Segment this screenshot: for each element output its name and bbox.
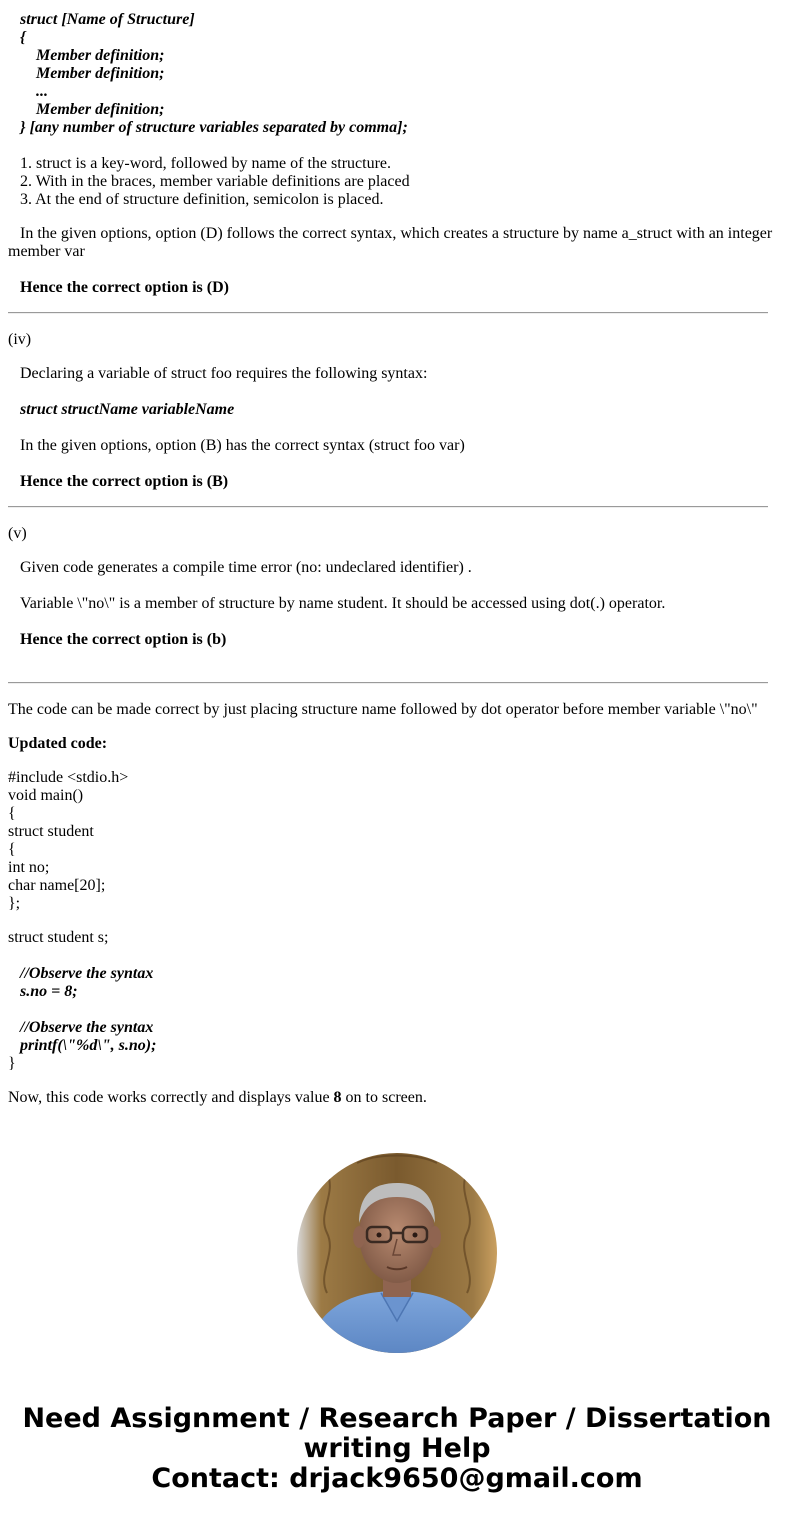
syntax-line-3: Member definition; xyxy=(36,47,165,64)
syntax-line-4: Member definition; xyxy=(36,65,165,82)
code-declare: struct student s; xyxy=(8,929,109,946)
portrait-image xyxy=(297,1153,497,1353)
code-line: { xyxy=(8,805,16,822)
code-line: int no; xyxy=(8,859,50,876)
code-assign: s.no = 8; xyxy=(20,983,78,1000)
section-v-label: (v) xyxy=(8,525,27,542)
result-value: 8 xyxy=(333,1089,342,1106)
rule-3: 3. At the end of structure definition, semicolon is placed. xyxy=(20,191,384,208)
footer-line-2: writing Help xyxy=(303,1433,491,1464)
code-comment: //Observe the syntax xyxy=(20,965,154,982)
footer-contact: Contact: drjack9650@gmail.com xyxy=(151,1463,643,1494)
section-iv-label: (iv) xyxy=(8,331,32,348)
updated-code-heading: Updated code: xyxy=(8,735,108,752)
code-close: } xyxy=(8,1055,16,1072)
result-before: Now, this code works correctly and displays value xyxy=(8,1089,334,1106)
code-line: #include <stdio.h> xyxy=(8,769,129,786)
syntax-line-2: { xyxy=(20,29,26,46)
section-iii-explanation: In the given options, option (D) follows the correct syntax, which creates a structure by name a_struct with an integer member var xyxy=(8,225,773,260)
code-line: struct student xyxy=(8,823,94,840)
section-iv-syntax: struct structName variableName xyxy=(20,401,235,418)
section-v-member-note: Variable \"no\" is a member of structure by name student. It should be accessed using dot(.) operator. xyxy=(20,595,666,612)
section-iv-intro: Declaring a variable of struct foo requires the following syntax: xyxy=(20,365,428,382)
section-v-error: Given code generates a compile time error (no: undeclared identifier) . xyxy=(20,559,472,576)
section-v-answer: Hence the correct option is (b) xyxy=(20,631,227,648)
code-comment: //Observe the syntax xyxy=(20,1019,154,1036)
divider xyxy=(8,312,768,314)
result-after: on to screen. xyxy=(341,1089,427,1106)
section-iv-answer: Hence the correct option is (B) xyxy=(20,473,229,490)
syntax-line-7: } [any number of structure variables separated by comma]; xyxy=(20,119,408,136)
section-iii-answer: Hence the correct option is (D) xyxy=(20,279,229,296)
code-line: { xyxy=(8,841,16,858)
syntax-line-1: struct [Name of Structure] xyxy=(20,11,195,28)
syntax-line-5: ... xyxy=(36,83,48,100)
code-print: printf(\"%d\", s.no); xyxy=(20,1037,157,1054)
rule-1: 1. struct is a key-word, followed by name of the structure. xyxy=(20,155,392,172)
code-line: char name[20]; xyxy=(8,877,106,894)
rule-2: 2. With in the braces, member variable definitions are placed xyxy=(20,173,410,190)
code-line: }; xyxy=(8,895,21,912)
code-line: void main() xyxy=(8,787,84,804)
divider xyxy=(8,506,768,508)
divider xyxy=(8,682,768,684)
syntax-line-6: Member definition; xyxy=(36,101,165,118)
section-iv-explanation: In the given options, option (B) has the correct syntax (struct foo var) xyxy=(20,437,465,454)
footer-line-1: Need Assignment / Research Paper / Dissertation xyxy=(22,1403,772,1434)
avatar xyxy=(297,1153,497,1353)
fix-note: The code can be made correct by just placing structure name followed by dot operator before member variable \"no\" xyxy=(8,701,758,718)
result-sentence xyxy=(8,1089,427,1107)
